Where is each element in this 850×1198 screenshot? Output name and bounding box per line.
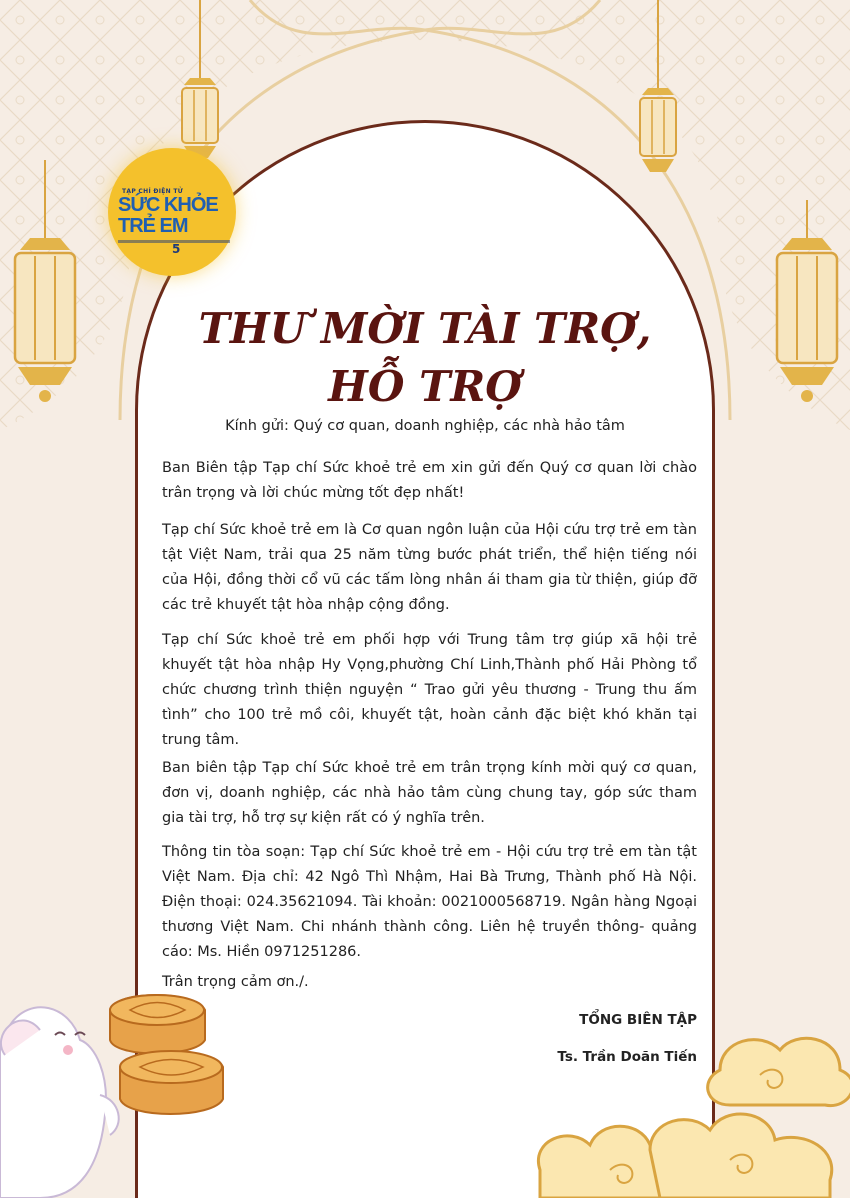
lantern-left-large-icon [0, 160, 90, 420]
paragraph-greeting: Ban Biên tập Tạp chí Sức khoẻ trẻ em xin gửi đến Quý cơ quan lời chào trân trọng và lời chúc mừng tốt đẹp nhất! [162, 460, 697, 501]
lantern-right-large-icon [765, 200, 850, 410]
paragraph-event: Tạp chí Sức khoẻ trẻ em phối hợp với Trung tâm trợ giúp xã hội trẻ khuyết tật hòa nhập Hy Vọng,phường Chí Linh,Thành phố Hải Phòng tổ chức chương trình thiện nguyện “ Trao gửi yêu thương - Trung thu ấm tình” cho 100 trẻ mồ côi, khuyết tật, hoàn cảnh đặc biệt khó khăn tại trung tâm. [162, 632, 697, 748]
paragraph-invitation: Ban biên tập Tạp chí Sức khoẻ trẻ em trân trọng kính mời quý cơ quan, đơn vị, doanh nghiệp, các nhà hảo tâm cùng chung tay, góp sức tham gia tài trợ, hỗ trợ sự kiện rất có ý nghĩa trên. [162, 760, 697, 826]
logo-line-1: SỨC KHỎE [118, 194, 218, 216]
paragraph-contact: Thông tin tòa soạn: Tạp chí Sức khoẻ trẻ em - Hội cứu trợ trẻ em tàn tật Việt Nam. Địa chỉ: 42 Ngô Thì Nhậm, Hai Bà Trưng, Thành phố Hà Nội. Điện thoại: 024.35621094. Tài khoản: 0021000568719. Ngân hàng Ngoại thương Việt Nam. Chi nhánh thành công. Liên hệ truyền thông- quảng cáo: Ms. Hiền 0971251286. [162, 844, 697, 960]
golden-cloud-icon [520, 1030, 850, 1198]
rabbit-mooncake-illustration-icon [0, 985, 230, 1198]
lantern-left-top-icon [170, 0, 230, 170]
paragraph-about: Tạp chí Sức khoẻ trẻ em là Cơ quan ngôn luận của Hội cứu trợ trẻ em tàn tật Việt Nam, trải qua 25 năm từng bước phát triển, thể hiện tiếng nói của Hội, đồng thời cổ vũ các tấm lòng nhân ái tham gia từ thiện, giúp đỡ các trẻ khuyết tật hòa nhập cộng đồng. [162, 522, 697, 613]
signature-role: TỔNG BIÊN TẬP [579, 1012, 697, 1028]
logo-small-label: TẠP CHÍ ĐIỆN TỬ [122, 188, 184, 195]
paragraph-thanks: Trân trọng cảm ơn./. [162, 974, 309, 990]
salutation: Kính gửi: Quý cơ quan, doanh nghiệp, các nhà hảo tâm [225, 418, 625, 434]
logo-number: 5 [172, 242, 181, 256]
magazine-logo [108, 148, 236, 276]
logo-line-2: TRẺ EM [118, 215, 188, 237]
lantern-right-top-icon [628, 0, 688, 185]
signature-name: Ts. Trần Doãn Tiến [557, 1049, 697, 1065]
letter-title: THƯ MỜI TÀI TRỢ, HỖ TRỢ [198, 304, 652, 411]
